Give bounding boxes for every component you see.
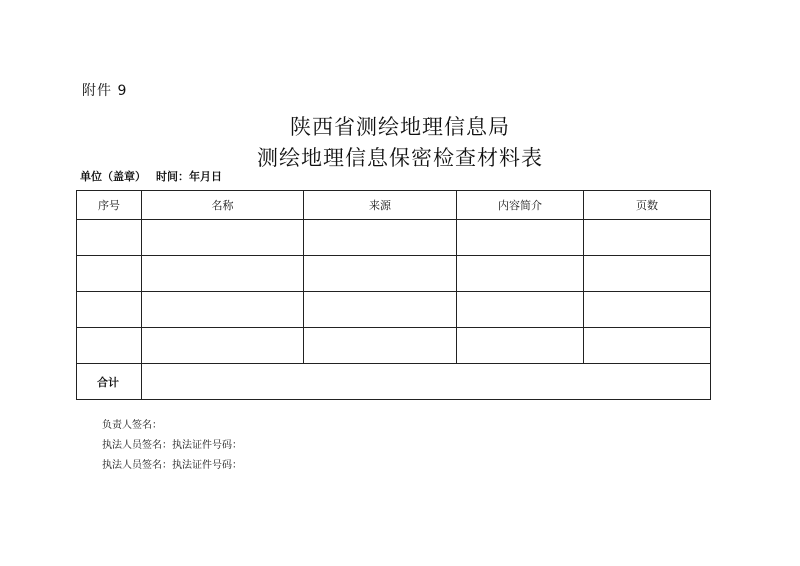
total-value-cell — [142, 364, 711, 400]
header-page-count: 页数 — [584, 191, 711, 220]
cell-pages — [584, 256, 711, 292]
responsible-signature-line: 负责人签名： — [102, 420, 162, 431]
table-row — [77, 292, 711, 328]
table-row — [77, 256, 711, 292]
document-title-line2: 测绘地理信息保密检查材料表 — [257, 146, 543, 170]
total-label: 合计 — [77, 364, 142, 400]
header-source: 来源 — [304, 191, 457, 220]
document-title-line1: 陕西省测绘地理信息局 — [290, 115, 510, 139]
signature-section — [102, 416, 242, 476]
table-row — [77, 220, 711, 256]
cell-source — [304, 220, 457, 256]
unit-label: 单位（盖章） — [80, 170, 146, 183]
cell-pages — [584, 220, 711, 256]
header-serial-number: 序号 — [77, 191, 142, 220]
cell-summary — [457, 256, 584, 292]
cell-summary — [457, 328, 584, 364]
cell-pages — [584, 292, 711, 328]
header-name: 名称 — [142, 191, 304, 220]
cell-name — [142, 328, 304, 364]
attachment-number: 附件 9 — [82, 83, 128, 99]
cell-serial — [77, 220, 142, 256]
cell-source — [304, 328, 457, 364]
cell-source — [304, 256, 457, 292]
table-header-row — [77, 191, 711, 220]
cell-name — [142, 220, 304, 256]
cell-name — [142, 256, 304, 292]
officer-signature-line-1: 执法人员签名：执法证件号码： — [102, 440, 242, 451]
cell-source — [304, 292, 457, 328]
cell-serial — [77, 256, 142, 292]
total-row — [77, 364, 711, 400]
officer-signature-line-2: 执法人员签名：执法证件号码： — [102, 460, 242, 471]
table-row — [77, 328, 711, 364]
cell-pages — [584, 328, 711, 364]
cell-serial — [77, 328, 142, 364]
cell-summary — [457, 292, 584, 328]
time-label: 时间：年月日 — [156, 170, 222, 183]
cell-summary — [457, 220, 584, 256]
cell-name — [142, 292, 304, 328]
unit-time-line — [80, 168, 222, 184]
cell-serial — [77, 292, 142, 328]
header-content-summary: 内容简介 — [457, 191, 584, 220]
materials-table — [76, 190, 711, 400]
